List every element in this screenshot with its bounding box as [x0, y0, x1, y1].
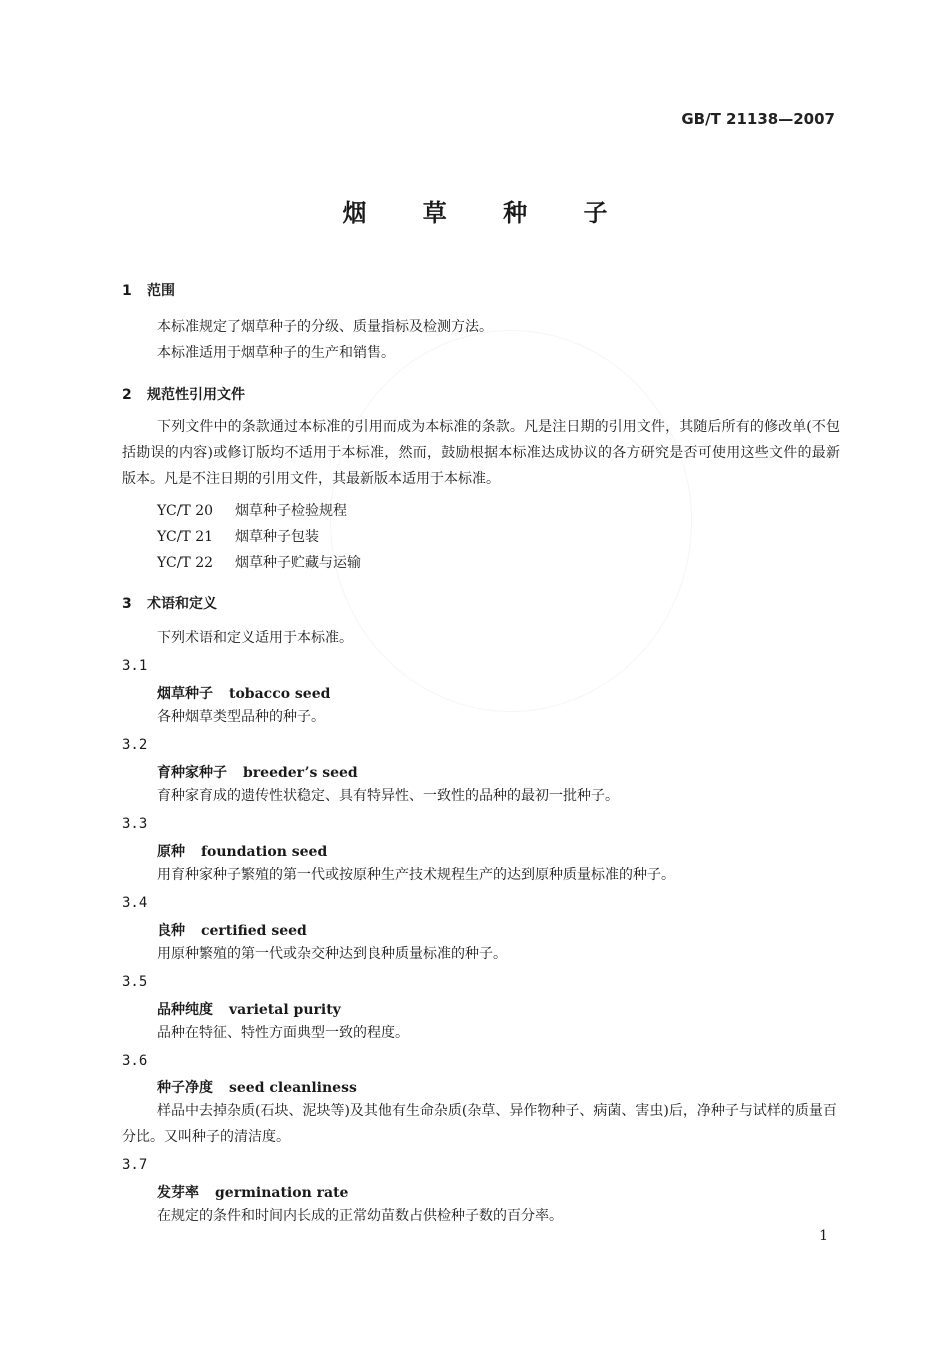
reference-code: YC/T 22 [157, 555, 214, 571]
reference-title: 烟草种子贮藏与运输 [235, 555, 361, 571]
section-title: 范围 [147, 283, 175, 299]
paragraph: 下列文件中的条款通过本标准的引用而成为本标准的条款。凡是注日期的引用文件，其随后所有的修改单(不包括勘误的内容)或修订版均不适用于本标准，然而，鼓励根据本标准达成协议的各方研究是否可使用这些文件的最新版本。凡是不注日期的引用文件，其最新版本适用于本标准。 [122, 419, 840, 487]
term-english: foundation seed [201, 844, 328, 860]
term-number: 3.5 [122, 974, 148, 990]
term-definition: 用育种家种子繁殖的第一代或按原种生产技术规程生产的达到原种质量标准的种子。 [157, 867, 675, 883]
term-number: 3.7 [122, 1157, 148, 1173]
section-title: 规范性引用文件 [147, 387, 245, 403]
term-definition: 用原种繁殖的第一代或杂交种达到良种质量标准的种子。 [157, 946, 507, 962]
reference-item [157, 552, 361, 572]
document-title: 烟 草 种 子 [342, 199, 632, 227]
term-entry [157, 841, 327, 861]
section-heading [122, 384, 245, 404]
reference-item [157, 500, 347, 520]
reference-code: YC/T 21 [157, 529, 214, 545]
term-chinese: 原种 [157, 844, 185, 860]
paragraph: 本标准适用于烟草种子的生产和销售。 [157, 345, 395, 361]
term-entry [157, 920, 307, 940]
term-number: 3.4 [122, 895, 148, 911]
term-entry [157, 1182, 348, 1202]
standard-code: GB/T 21138—2007 [681, 110, 835, 128]
reference-code: YC/T 20 [157, 503, 214, 519]
term-entry [157, 999, 341, 1019]
term-definition: 在规定的条件和时间内长成的正常幼苗数占供检种子数的百分率。 [157, 1208, 563, 1224]
page-number: 1 [819, 1228, 828, 1244]
section-heading [122, 593, 217, 613]
term-chinese: 育种家种子 [157, 765, 227, 781]
paragraph: 本标准规定了烟草种子的分级、质量指标及检测方法。 [157, 319, 493, 335]
paragraph: 下列术语和定义适用于本标准。 [157, 630, 353, 646]
reference-title: 烟草种子包装 [235, 529, 319, 545]
term-chinese: 发芽率 [157, 1185, 199, 1201]
term-definition: 育种家育成的遗传性状稳定、具有特异性、一致性的品种的最初一批种子。 [157, 788, 619, 804]
term-number: 3.3 [122, 816, 148, 832]
term-number: 3.1 [122, 658, 148, 674]
term-english: certified seed [201, 923, 307, 939]
term-english: seed cleanliness [229, 1080, 357, 1096]
term-english: tobacco seed [229, 686, 331, 702]
section-title: 术语和定义 [147, 596, 217, 612]
watermark-stamp [330, 330, 692, 712]
term-english: varietal purity [229, 1002, 341, 1018]
term-entry [157, 762, 358, 782]
term-definition: 各种烟草类型品种的种子。 [157, 709, 325, 725]
term-chinese: 种子净度 [157, 1080, 213, 1096]
term-chinese: 品种纯度 [157, 1002, 213, 1018]
term-chinese: 良种 [157, 923, 185, 939]
section-number: 3 [122, 596, 132, 612]
term-chinese: 烟草种子 [157, 686, 213, 702]
reference-item [157, 526, 319, 546]
term-entry [157, 1077, 357, 1097]
section-number: 2 [122, 387, 132, 403]
section-heading [122, 280, 175, 300]
term-number: 3.6 [122, 1053, 148, 1069]
term-definition: 样品中去掉杂质(石块、泥块等)及其他有生命杂质(杂草、异作物种子、病菌、害虫)后，净种子与试样的质量百分比。又叫种子的清洁度。 [122, 1103, 837, 1145]
reference-title: 烟草种子检验规程 [235, 503, 347, 519]
section-number: 1 [122, 283, 132, 299]
term-english: germination rate [215, 1185, 349, 1201]
term-definition: 品种在特征、特性方面典型一致的程度。 [157, 1025, 409, 1041]
term-entry [157, 683, 330, 703]
term-number: 3.2 [122, 737, 148, 753]
term-english: breeder’s seed [243, 765, 358, 781]
